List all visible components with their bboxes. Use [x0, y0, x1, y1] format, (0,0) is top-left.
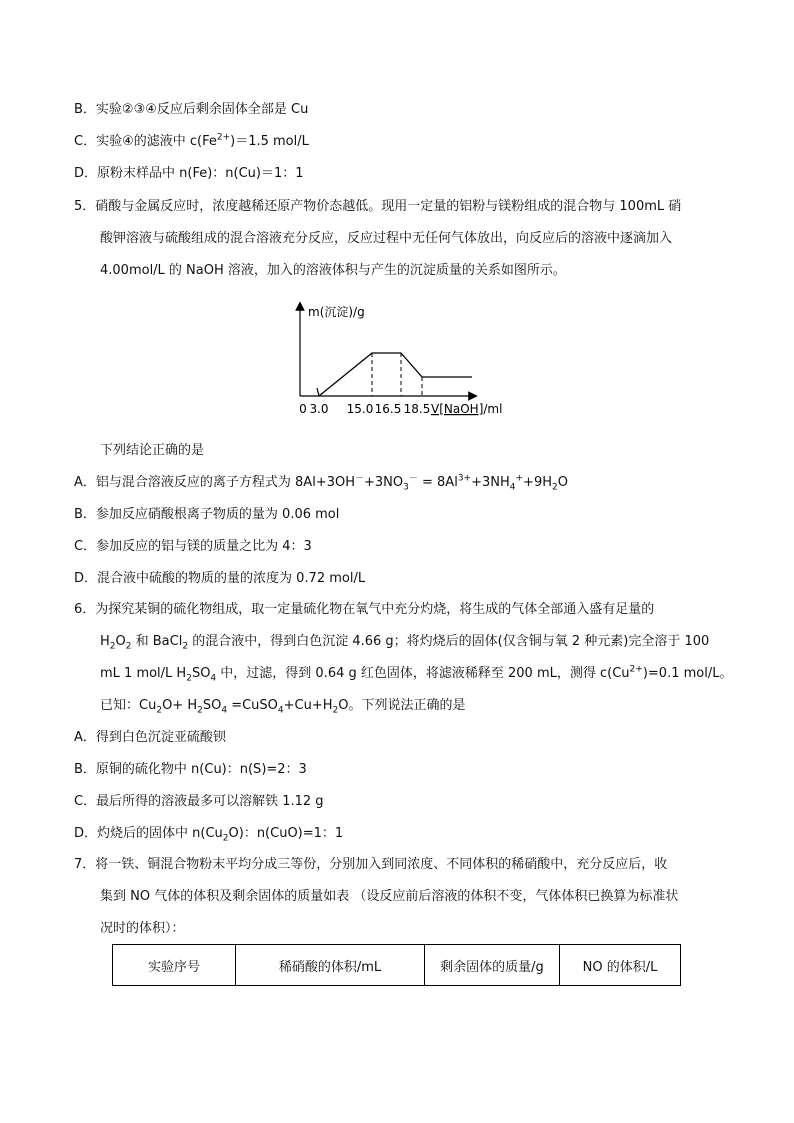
q5-stem-line-1: 5．硝酸与金属反应时，浓度越稀还原产物价态越低。现用一定量的铝粉与镁粉组成的混合物与 100mL 硝 — [74, 199, 682, 214]
q6-option-d: D．灼烧后的固体中 $n(Cu_2O)$：n(CuO)=1：1 — [74, 826, 344, 844]
x-tick-label: 15.0 — [346, 402, 374, 416]
x-tick-label: 0 — [299, 402, 307, 416]
q5-option-c: C．参加反应的铝与镁的质量之比为 4：3 — [74, 539, 312, 554]
x-axis-label-unit: /ml — [483, 402, 503, 416]
q6-stem-line-4: 已知：$Cu_2O+ H_2SO_4$ $=CuSO_4+Cu+H_2O$。下列说法正确的是 — [100, 698, 466, 716]
precipitate-series-line — [319, 353, 472, 396]
q7-stem-line-2: 集到 NO 气体的体积及剩余固体的质量如表 （设反应前后溶液的体积不变，气体体积已换算为标准状 — [100, 889, 679, 904]
plot-area — [317, 353, 472, 396]
q4-option-d: D．原粉末样品中 n(Fe)：n(Cu)＝1：1 — [74, 166, 304, 181]
x-axis-label — [431, 402, 502, 416]
q5-option-b: B．参加反应硝酸根离子物质的量为 0.06 mol — [74, 507, 340, 522]
table-header-row — [113, 945, 681, 986]
q5-stem-line-2: 酸钾溶液与硫酸组成的混合溶液充分反应，反应过程中无任何气体放出，向反应后的溶液中逐滴加入 — [100, 231, 673, 246]
x-tick-labels — [299, 402, 430, 416]
start-marker — [317, 388, 319, 396]
table-header-cell: 剩余固体的质量/g — [425, 945, 560, 986]
q6-option-b: B．原铜的硫化物中 n(Cu)：n(S)=2：3 — [74, 762, 307, 777]
q5-prompt: 下列结论正确的是 — [100, 443, 205, 458]
precipitate-chart — [285, 300, 515, 420]
q6-stem-line-3: mL 1 mol/L $H_2SO_4$ 中，过滤，得到 0.64 g 红色固体，将滤液稀释至 200 mL，测得 $c(Cu^{2+})=0.1$ mol/L。 — [100, 664, 733, 684]
q5-option-d: D．混合液中硫酸的物质的量的浓度为 0.72 mol/L — [74, 571, 366, 586]
table-header-cell: 稀硝酸的体积/mL — [236, 945, 425, 986]
q6-option-a: A．得到白色沉淀亚硫酸钡 — [74, 730, 226, 745]
x-axis-label-main: V[NaOH] — [431, 402, 484, 416]
q7-data-table — [112, 944, 681, 986]
q5-stem-line-3: 4.00mol/L 的 NaOH 溶液，加入的溶液体积与产生的沉淀质量的关系如图所示。 — [100, 263, 566, 278]
x-tick-label: 18.5 — [403, 402, 431, 416]
x-tick-label: 16.5 — [374, 402, 402, 416]
q6-option-c: C．最后所得的溶液最多可以溶解铁 1.12 g — [74, 794, 324, 809]
q7-stem-line-1: 7．将一铁、铜混合物粉末平均分成三等份，分别加入到同浓度、不同体积的稀硝酸中，充分反应后，收 — [74, 857, 668, 872]
x-tick-label: 3.0 — [309, 402, 329, 416]
q7-stem-line-3: 况时的体积）： — [100, 921, 185, 936]
q4-option-c: C．实验④的滤液中 $c(Fe^{2+})=1.5$ mol/L — [74, 132, 309, 149]
table-header-cell: NO 的体积/L — [560, 945, 681, 986]
precipitate-chart-svg — [285, 300, 515, 420]
y-axis-label: m(沉淀)/g — [308, 305, 365, 319]
q6-stem-line-1: 6．为探究某铜的硫化物组成，取一定量硫化物在氧气中充分灼烧，将生成的气体全部通入盛有足量的 — [74, 602, 655, 617]
q6-stem-line-2: $H_2O_2$ 和 BaCl$_2$ 的混合液中，得到白色沉淀 4.66 g；将灼烧后的固体(仅含铜与氧 2 种元素)完全溶于 100 — [100, 634, 710, 652]
table-header-cell: 实验序号 — [113, 945, 236, 986]
q5-option-a: A．铝与混合溶液反应的离子方程式为 $8Al+3OH^-+3NO_3^- = 8Al^{3+}+3NH_4^++9H_2O$ — [74, 473, 568, 493]
q4-option-b: B．实验②③④反应后剩余固体全部是 Cu — [74, 102, 309, 117]
